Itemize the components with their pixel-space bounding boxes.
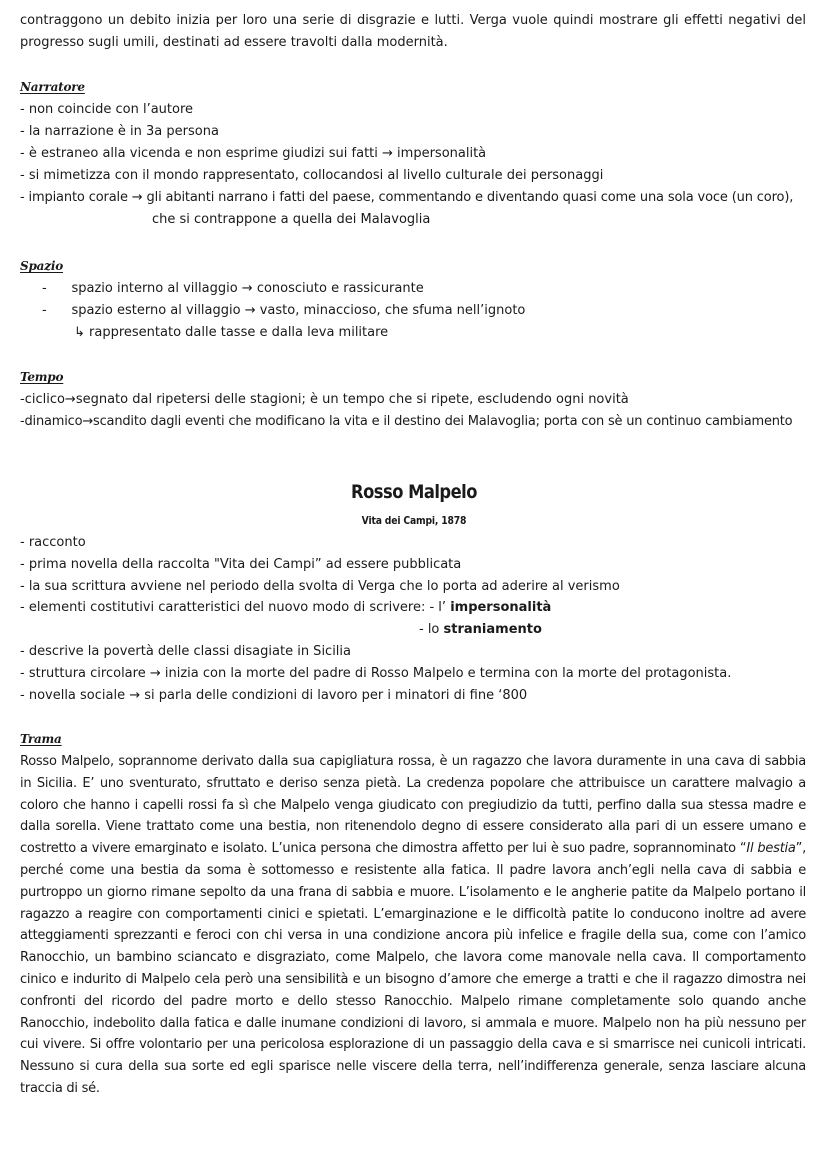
rosso-item-elementi-2 <box>419 620 542 640</box>
narratore-item-3: - è estraneo alla vicenda e non esprime giudizi sui fatti → impersonalità <box>20 146 487 161</box>
rosso-item-1: - racconto <box>20 535 86 550</box>
rosso-item-5: - struttura circolare → inizia con la morte del padre di Rosso Malpelo e termina con la morte del protagonista. <box>20 666 732 681</box>
spazio-sub: ↳ rappresentato dalle tasse e dalla leva militare <box>74 325 389 340</box>
rosso-item-4: - descrive la povertà delle classi disagiate in Sicilia <box>20 644 351 659</box>
tempo-item-2: -dinamico→scandito dagli eventi che modificano la vita e il destino dei Malavoglia; porta con sè un continuo cambiamento <box>20 414 793 429</box>
spazio-heading: Spazio <box>20 259 64 273</box>
elementi-label: - elementi costitutivi caratteristici del nuovo modo di scrivere: - l’ <box>20 600 451 615</box>
trama-text-1: Rosso Malpelo, soprannome derivato dalla sua capigliatura rossa, è un ragazzo che lavora duramente in una cava di sabbia in Sicilia. E’ uno sventurato, sfruttato e deriso senza pietà. La credenza popolare che attribuisce un carattere malvagio a coloro che hanno i capelli rossi fa sì che Malpelo venga giudicato con pregiudizio da tutti, perfino dalla sua stessa madre e dalla sorella. Viene trattato come una bestia, non ritenendolo degno di essere considerato alla pari di un essere umano e costretto a vivere emarginato e isolato. L’unica persona che dimostra affetto per lui è suo padre, soprannominato “ <box>20 754 806 857</box>
narratore-continuation: che si contrappone a quella dei Malavoglia <box>152 212 431 227</box>
rosso-item-3: - la sua scrittura avviene nel periodo della svolta di Verga che lo porta ad aderire al verismo <box>20 579 620 594</box>
narratore-item-2: - la narrazione è in 3a persona <box>20 124 219 139</box>
narratore-item-4: - si mimetizza con il mondo rappresentato, collocandosi al livello culturale dei personaggi <box>20 168 604 183</box>
rosso-item-6: - novella sociale → si parla delle condizioni di lavoro per i minatori di fine ‘800 <box>20 688 528 703</box>
impersonalita-term: impersonalità <box>450 600 552 615</box>
intro-paragraph <box>20 10 806 54</box>
trama-paragraph <box>20 751 806 1100</box>
spazio-item-2: - spazio esterno al villaggio → vasto, minaccioso, che sfuma nell’ignoto <box>42 303 526 318</box>
section-title: Rosso Malpelo <box>351 481 477 503</box>
narratore-heading: Narratore <box>20 80 85 94</box>
spazio-item-1: - spazio interno al villaggio → conosciuto e rassicurante <box>42 281 424 296</box>
intro-line-2: progresso sugli umili, destinati ad essere travolti dalla modernità. <box>20 34 448 50</box>
trama-text-2: ”, perché come una bestia da soma è sottomesso e resistente alla fatica. Il padre lavora anch’egli nella cava di sabbia e purtroppo un giorno rimane sepolto da una frana di sabbia e muore. L’isolamento e le angherie patite da Malpelo portano il ragazzo a reagire con comportamenti cinici e spietati. L’emarginazione e le difficoltà patite lo conducono inoltre ad avere atteggiamenti sprezzanti e feroci con chi versa in una condizione ancora più infelice e fragile della sua, come con l’amico Ranocchio, un bambino sciancato e disgraziato, come Malpelo, che lavora come manovale nella cava. Il comportamento cinico e indurito di Malpelo cela però una sensibilità e un bisogno d’amore che emerge a tratti e che il ragazzo dimostra nei confronti del ricordo del padre morto e dello stesso Ranocchio. Malpelo rimane completamente solo quando anche Ranocchio, indebolito dalla fatica e dalle inumane condizioni di lavoro, si ammala e muore. Malpelo non ha più nessuno per cui vivere. Si offre volontario per una pericolosa esplorazione di un passaggio della cava e si smarrisce nei cunicoli intricati. Nessuno si cura della sua sorte ed egli sparisce nelle viscere della terra, nell’indifferenza generale, senza lasciare alcuna traccia di sé. <box>20 841 806 1096</box>
trama-nickname: Il bestia <box>746 841 796 857</box>
section-subtitle: Vita dei Campi, 1878 <box>361 515 467 527</box>
rosso-item-elementi <box>20 598 551 618</box>
rosso-item-2: - prima novella della raccolta "Vita dei Campi” ad essere pubblicata <box>20 557 462 572</box>
tempo-heading: Tempo <box>20 370 64 384</box>
narratore-item-5: - impianto corale → gli abitanti narrano i fatti del paese, commentando e diventando quasi come una sola voce (un coro), <box>20 190 794 205</box>
narratore-item-1: - non coincide con l’autore <box>20 102 194 117</box>
trama-heading: Trama <box>20 732 62 746</box>
tempo-item-1: -ciclico→segnato dal ripetersi delle stagioni; è un tempo che si ripete, escludendo ogni novità <box>20 392 629 407</box>
intro-line-1: contraggono un debito inizia per loro una serie di disgrazie e lutti. Verga vuole quindi mostrare gli effetti negativi del <box>20 13 806 28</box>
straniamento-term: straniamento <box>443 622 542 637</box>
elementi-label-2: - lo <box>419 622 444 637</box>
